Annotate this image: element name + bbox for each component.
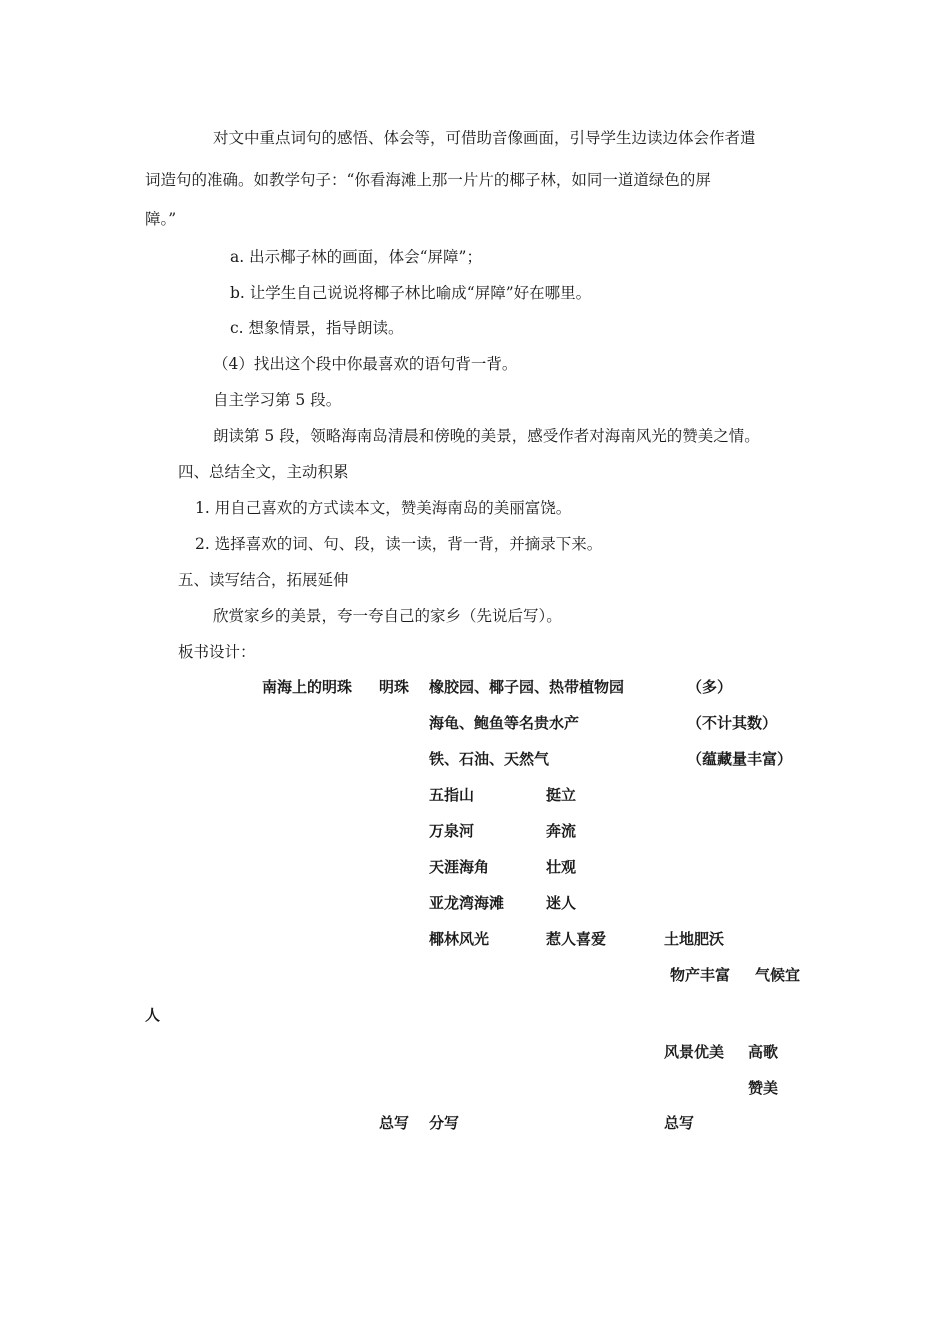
- list-item-c: c. 想象情景，指导朗读。: [230, 319, 404, 337]
- board-design-label: 板书设计：: [178, 643, 256, 661]
- section-heading-4: 四、总结全文，主动积累: [178, 463, 349, 481]
- board-scenic-desc: 奔流: [546, 822, 577, 840]
- self-study: 自主学习第 5 段。: [213, 391, 342, 409]
- board-zongxie-2: 总写: [664, 1114, 695, 1132]
- board-row3-item: 铁、石油、天然气: [429, 750, 550, 768]
- step-4: （4）找出这个段中你最喜欢的语句背一背。: [213, 355, 518, 373]
- board-zongxie-1: 总写: [379, 1114, 410, 1132]
- board-row1-note: （多）: [687, 678, 733, 696]
- board-climate-b: 人: [145, 1006, 161, 1024]
- board-title: 南海上的明珠: [262, 678, 353, 696]
- board-scenic-desc: 挺立: [546, 786, 577, 804]
- board-row3-note: （蕴藏量丰富）: [687, 750, 793, 768]
- board-climate-a: 气候宜: [755, 966, 801, 984]
- board-scenic-place: 五指山: [429, 786, 475, 804]
- board-scenic-desc: 壮观: [546, 858, 577, 876]
- board-gaoge: 高歌: [748, 1043, 779, 1061]
- paragraph-line: 对文中重点词句的感悟、体会等，可借助音像画面，引导学生边读边体会作者遣: [213, 129, 756, 147]
- board-scenic-place: 椰林风光: [429, 930, 490, 948]
- section-4-item-1: 1. 用自己喜欢的方式读本文，赞美海南岛的美丽富饶。: [195, 499, 572, 517]
- section-heading-5: 五、读写结合，拓展延伸: [178, 571, 349, 589]
- board-zanmei: 赞美: [748, 1079, 779, 1097]
- board-row2-note: （不计其数）: [687, 714, 778, 732]
- board-row1-item: 橡胶园、椰子园、热带植物园: [429, 678, 625, 696]
- board-scenic-desc: 迷人: [546, 894, 577, 912]
- board-products: 物产丰富: [670, 966, 731, 984]
- board-scenic-desc: 惹人喜爱: [546, 930, 607, 948]
- board-row2-item: 海龟、鲍鱼等名贵水产: [429, 714, 580, 732]
- board-scenic-place: 天涯海角: [429, 858, 490, 876]
- list-item-b: b. 让学生自己说说将椰子林比喻成“屏障”好在哪里。: [230, 284, 592, 302]
- paragraph-line: 障。”: [145, 210, 177, 228]
- board-scenic-place: 亚龙湾海滩: [429, 894, 505, 912]
- section-5-text: 欣赏家乡的美景，夸一夸自己的家乡（先说后写）。: [213, 607, 562, 625]
- list-item-a: a. 出示椰子林的画面，体会“屏障”；: [230, 248, 482, 266]
- board-scenic-place: 万泉河: [429, 822, 475, 840]
- board-soil: 土地肥沃: [664, 930, 725, 948]
- board-pearl: 明珠: [379, 678, 410, 696]
- board-fenxie: 分写: [429, 1114, 460, 1132]
- section-4-item-2: 2. 选择喜欢的词、句、段，读一读，背一背，并摘录下来。: [195, 535, 603, 553]
- read-paragraph-5: 朗读第 5 段，领略海南岛清晨和傍晚的美景，感受作者对海南风光的赞美之情。: [213, 427, 760, 445]
- paragraph-line: 词造句的准确。如教学句子：“你看海滩上那一片片的椰子林，如同一道道绿色的屏: [145, 171, 711, 189]
- board-scenery: 风景优美: [664, 1043, 725, 1061]
